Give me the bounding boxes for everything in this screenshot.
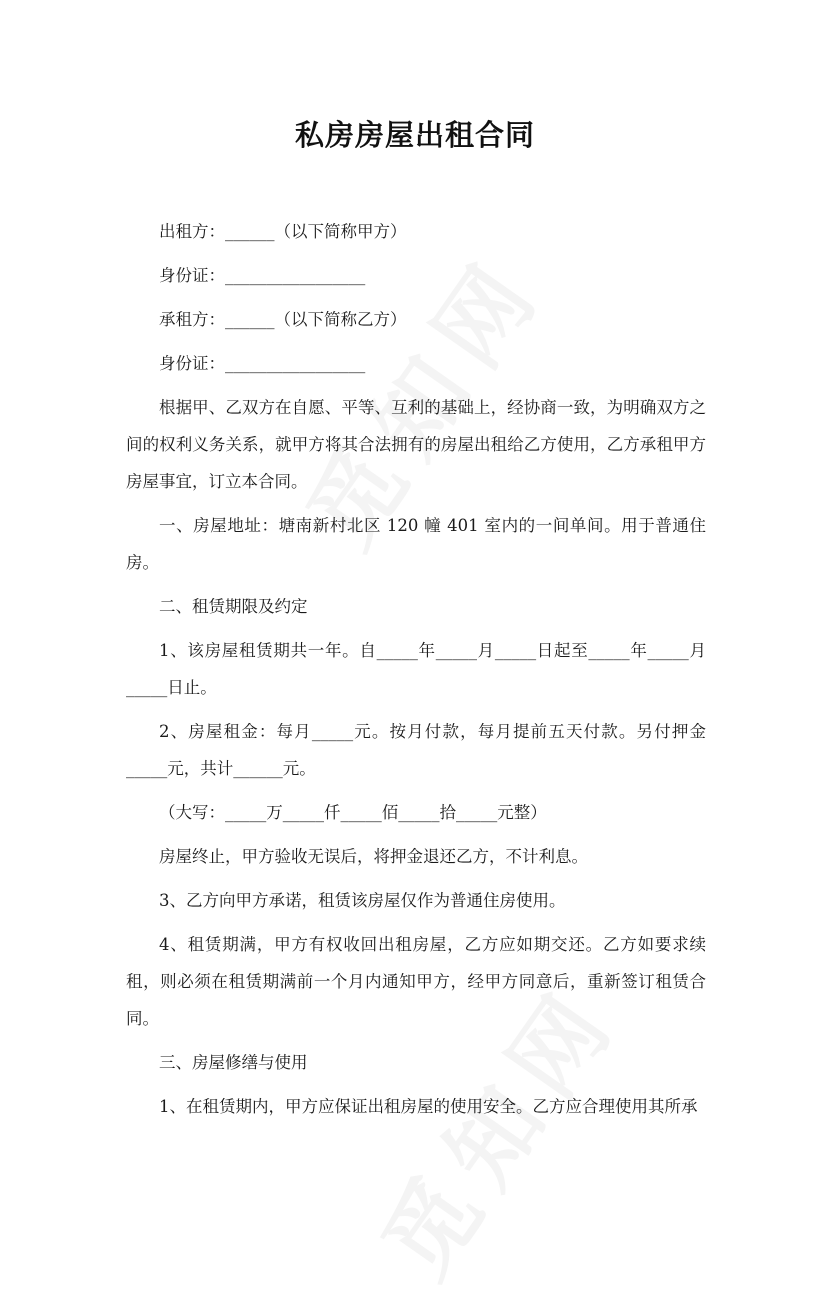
clause-renewal: 4、租赁期满，甲方有权收回出租房屋，乙方应如期交还。乙方如要求续租，则必须在租赁期满前一个月内通知甲方，经甲方同意后，重新签订租赁合同。: [126, 935, 706, 1028]
section-heading-repair: 三、房屋修缮与使用: [159, 1053, 308, 1072]
clause-deposit-return: 房屋终止，甲方验收无误后，将押金退还乙方，不计利息。: [159, 847, 588, 866]
clause-address: 一、房屋地址：塘南新村北区 120 幢 401 室内的一间单间。用于普通住房。: [126, 516, 706, 572]
lessee-line: 承租方：______（以下简称乙方）: [159, 310, 407, 329]
lessor-line: 出租方：______（以下简称甲方）: [159, 222, 407, 241]
document-body: [126, 213, 706, 1132]
clause-rent-uppercase: （大写：_____万_____仟_____佰_____拾_____元整）: [159, 803, 547, 822]
clause-term: 1、该房屋租赁期共一年。自_____年_____月_____日起至_____年_____月_____日止。: [126, 641, 706, 697]
clause-safety: 1、在租赁期内，甲方应保证出租房屋的使用安全。乙方应合理使用其所承: [159, 1097, 698, 1116]
document-title: 私房房屋出租合同: [294, 118, 535, 152]
lessor-id-line: 身份证：_________________: [159, 266, 366, 285]
lessee-id-line: 身份证：_________________: [159, 354, 366, 373]
clause-rent: 2、房屋租金：每月_____元。按月付款，每月提前五天付款。另付押金_____元，共计______元。: [126, 722, 706, 778]
clause-usage: 3、乙方向甲方承诺，租赁该房屋仅作为普通住房使用。: [159, 891, 566, 910]
preamble-paragraph: 根据甲、乙双方在自愿、平等、互利的基础上，经协商一致，为明确双方之间的权利义务关系，就甲方将其合法拥有的房屋出租给乙方使用，乙方承租甲方房屋事宜，订立本合同。: [126, 398, 706, 491]
section-heading-term: 二、租赁期限及约定: [159, 597, 308, 616]
